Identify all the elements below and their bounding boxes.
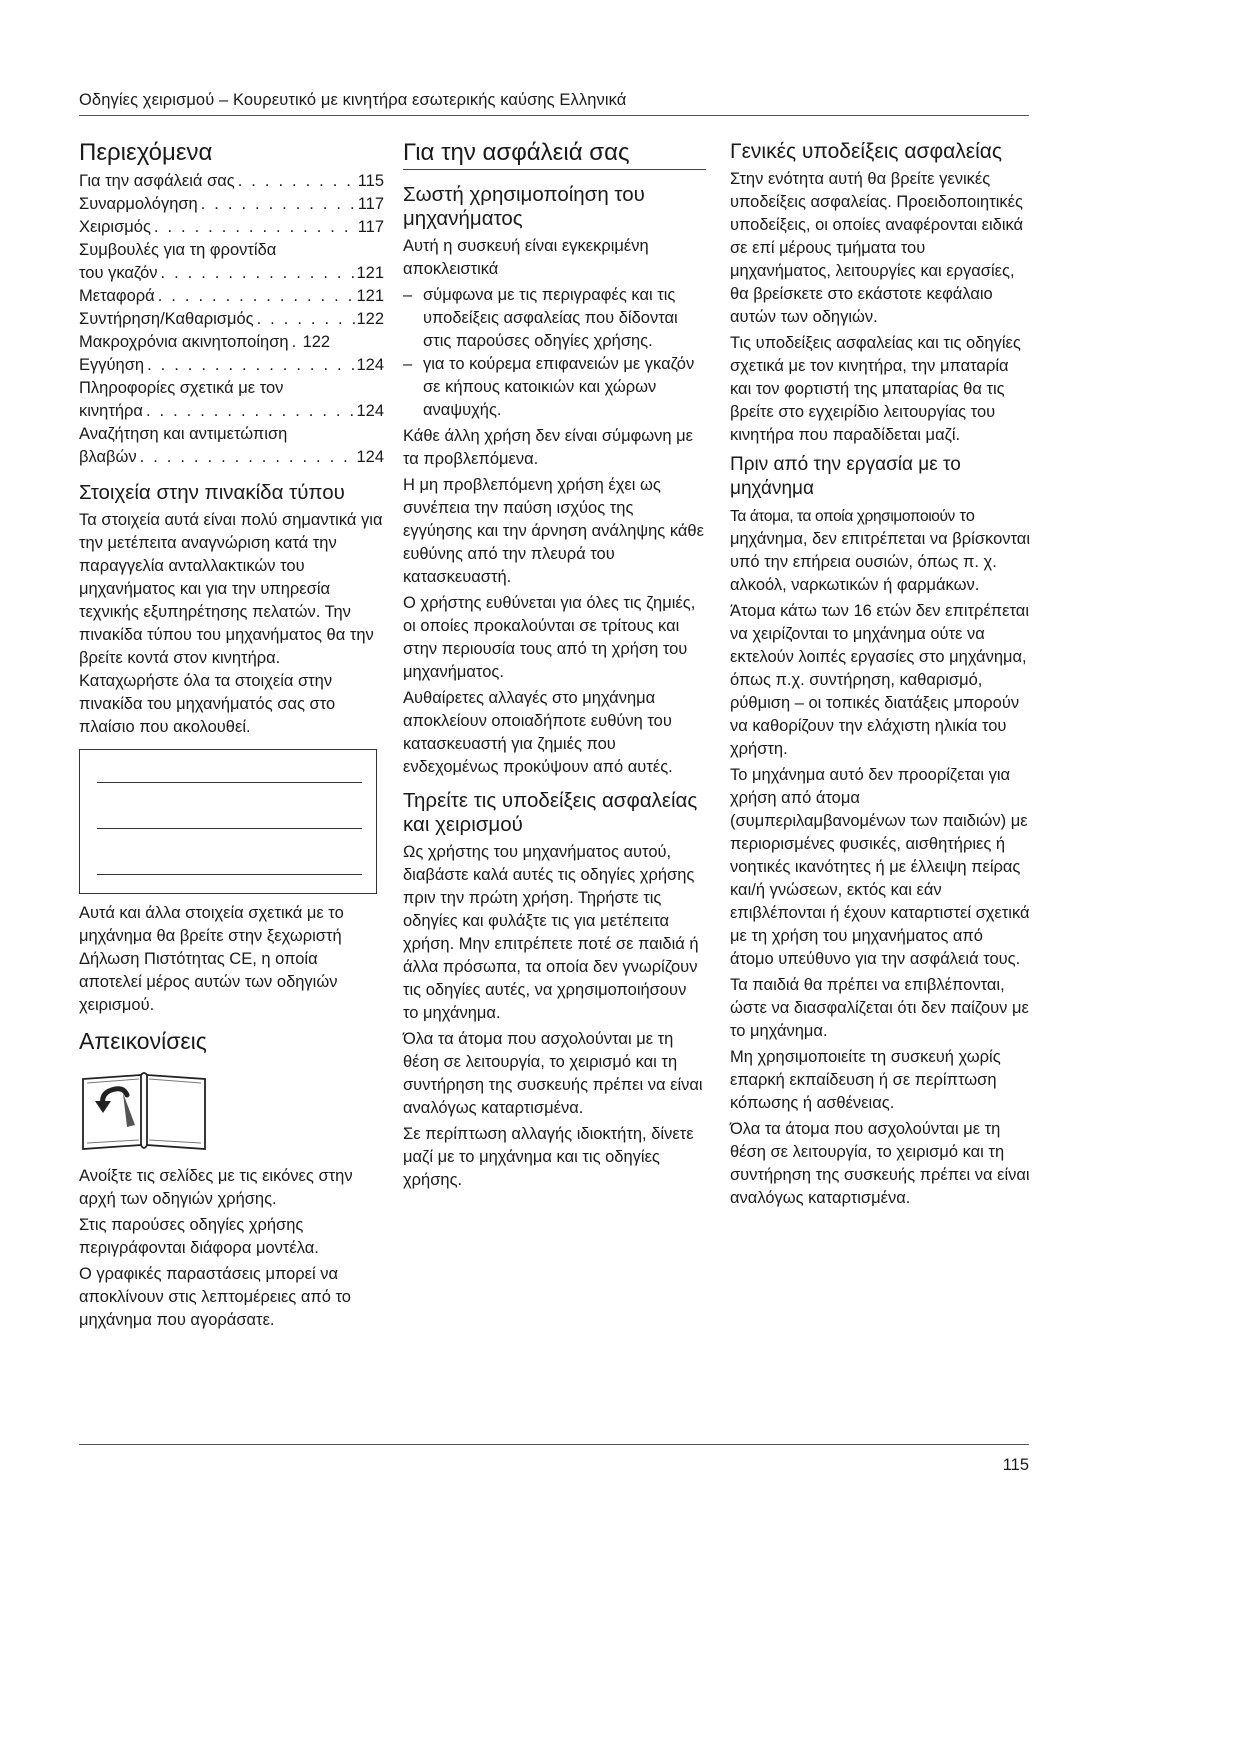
before-work-p1 bbox=[730, 505, 1030, 597]
toc-entry[interactable]: βλαβών . . . 124 bbox=[79, 446, 384, 469]
observe-p1: Ως χρήστης του μηχανήματος αυτού, διαβάστε καλά αυτές τις οδηγίες χρήσης πριν την πρώτη χρήση. Τηρήστε τις οδηγίες και φυλάξτε τις για μετέπειτα χρήση. Μην επιτρέπετε ποτέ σε παιδιά ή άλλα πρόσωπα, τα οποία δεν γνωρίζουν τις οδηγίες αυτές, να χρησιμοποιήσουν το μηχάνημα. bbox=[403, 843, 699, 1022]
before-work-p1b: το μηχάνημα, δεν επιτρέπεται να βρίσκονται υπό την επήρεια ουσιών, όπως π. χ. αλκοόλ, ναρκωτικών ή φαρμάκων. bbox=[730, 507, 1030, 594]
before-work-p5: Μη χρησιμοποιείτε τη συσκευή χωρίς επαρκή εκπαίδευση ή σε περίπτωση κόπωσης ή ασθένειας. bbox=[730, 1048, 1001, 1112]
column-3 bbox=[730, 140, 1030, 1213]
toc-entry-line1[interactable]: Αναζήτηση και αντιμετώπιση bbox=[79, 425, 288, 443]
toc-entry[interactable]: Μακροχρόνια ακινητοποίηση . . . 122 bbox=[79, 331, 384, 354]
list-item: – για το κούρεμα επιφανειών με γκαζόν σε κήπους κατοικιών και χώρων αναψυχής. bbox=[403, 355, 695, 419]
before-work-heading: Πριν από την εργασία με το μηχάνημα bbox=[730, 454, 961, 499]
proper-use-p3: Ο χρήστης ευθύνεται για όλες τις ζημιές, οι οποίες προκαλούνται σε τρίτους και στην περιουσία τους από τη χρήση του μηχανήματος. bbox=[403, 594, 696, 681]
general-p1: Στην ενότητα αυτή θα βρείτε γενικές υποδείξεις ασφαλείας. Προειδοποιητικές υποδείξεις, οι οποίες αναφέρονται ειδικά σε επί μέρους τμήματα του μηχανήματος, λειτουργίες και εργασίες, θα βρείσκετε στο εκάστοτε κεφάλαιο αυτών των οδηγιών. bbox=[730, 170, 1024, 326]
open-book-icon bbox=[79, 1065, 209, 1155]
observe-heading: Τηρείτε τις υποδείξεις ασφαλείας και χειρισμού bbox=[403, 789, 698, 836]
plate-line bbox=[97, 874, 362, 875]
plate-line bbox=[97, 782, 362, 783]
before-work-p4: Τα παιδιά θα πρέπει να επιβλέπονται, ώστε να διασφαλίζεται ότι δεν παίζουν με το μηχάνημα. bbox=[730, 976, 1029, 1040]
footer-rule bbox=[79, 1444, 1029, 1445]
type-plate-heading: Στοιχεία στην πινακίδα τύπου bbox=[79, 481, 345, 504]
proper-use-p1: Κάθε άλλη χρήση δεν είναι σύμφωνη με τα προβλεπόμενα. bbox=[403, 427, 694, 468]
illustrations-heading: Απεικονίσεις bbox=[79, 1028, 207, 1054]
toc-entry[interactable]: Εγγύηση . . . 124 bbox=[79, 354, 384, 377]
proper-use-p4: Αυθαίρετες αλλαγές στο μηχάνημα αποκλείουν οποιαδήποτε ευθύνη του κατασκευαστή για ζημιές που ενδεχομένως προκύψουν από αυτές. bbox=[403, 689, 673, 776]
proper-use-p2: Η μη προβλεπόμενη χρήση έχει ως συνέπεια την παύση ισχύος της εγγύησης και την άρνηση ανάληψης κάθε ευθύνης από την πλευρά του κατασκευαστή. bbox=[403, 476, 704, 586]
table-of-contents bbox=[79, 170, 384, 469]
toc-entry[interactable]: κινητήρα . . . 124 bbox=[79, 400, 384, 423]
toc-entry-line1[interactable]: Συμβουλές για τη φροντίδα bbox=[79, 241, 277, 259]
before-work-p1a: Τα άτομα, τα οποία χρησιμοποιούν bbox=[730, 508, 955, 525]
type-plate-box bbox=[79, 749, 377, 894]
toc-entry[interactable]: του γκαζόν . . . 121 bbox=[79, 262, 384, 285]
illustrations-p1: Ανοίξτε τις σελίδες με τις εικόνες στην αρχή των οδηγιών χρήσης. bbox=[79, 1167, 353, 1208]
general-heading: Γενικές υποδείξεις ασφαλείας bbox=[730, 140, 1003, 163]
type-plate-after: Αυτά και άλλα στοιχεία σχετικά με το μηχάνημα θα βρείτε στην ξεχωριστή Δήλωση Πιστότητας CE, η οποία αποτελεί μέρος αυτών των οδηγιών χειρισμού. bbox=[79, 904, 344, 1014]
toc-heading: Περιεχόμενα bbox=[79, 139, 213, 166]
toc-entry[interactable]: Για την ασφάλειά σας . . . 115 bbox=[79, 170, 384, 193]
toc-entry[interactable]: Μεταφορά . . . 121 bbox=[79, 285, 384, 308]
before-work-p6: Όλα τα άτομα που ασχολούνται με τη θέση σε λειτουργία, το χειρισμό και τη συντήρηση της συσκευής πρέπει να είναι αναλόγως καταρτισμένα. bbox=[730, 1120, 1030, 1207]
header-rule bbox=[79, 115, 1029, 116]
toc-entry[interactable]: Συναρμολόγηση . . . 117 bbox=[79, 193, 384, 216]
observe-p3: Σε περίπτωση αλλαγής ιδιοκτήτη, δίνετε μαζί με το μηχάνημα και τις οδηγίες χρήσης. bbox=[403, 1125, 694, 1189]
illustrations-p2: Στις παρούσες οδηγίες χρήσης περιγράφονται διάφορα μοντέλα. bbox=[79, 1216, 319, 1257]
toc-entry-line1[interactable]: Πληροφορίες σχετικά με τον bbox=[79, 379, 284, 397]
proper-use-intro: Αυτή η συσκευή είναι εγκεκριμένη αποκλειστικά bbox=[403, 237, 649, 278]
toc-entry[interactable]: Χειρισμός . . . 117 bbox=[79, 216, 384, 239]
column-1 bbox=[79, 140, 384, 1335]
plate-line bbox=[97, 828, 362, 829]
page-number: 115 bbox=[1002, 1456, 1029, 1474]
observe-p2: Όλα τα άτομα που ασχολούνται με τη θέση σε λειτουργία, το χειρισμό και τη συντήρηση της συσκευής πρέπει να είναι αναλόγως καταρτισμένα. bbox=[403, 1030, 703, 1117]
toc-entry[interactable]: Συντήρηση/Καθαρισμός . . . 122 bbox=[79, 308, 384, 331]
list-item: – σύμφωνα με τις περιγραφές και τις υποδείξεις ασφαλείας που δίδονται στις παρούσες οδηγίες χρήσης. bbox=[403, 286, 678, 350]
proper-use-heading: Σωστή χρησιμοποίηση του μηχανήματος bbox=[403, 183, 645, 230]
general-p2: Τις υποδείξεις ασφαλείας και τις οδηγίες σχετικά με τον κινητήρα, την μπαταρία και τον φορτιστή της μπαταρίας θα τις βρείτε στο εγχειρίδιο λειτουργίας του κινητήρα που παραδίδεται μαζί. bbox=[730, 334, 1021, 444]
type-plate-body: Τα στοιχεία αυτά είναι πολύ σημαντικά για την μετέπειτα αναγνώριση κατά την παραγγελία ανταλλακτικών του μηχανήματος και για την υπηρεσία τεχνικής εξυπηρέτησης πελατών. Την πινακίδα τύπου του μηχανήματος θα την βρείτε κοντά στον κινητήρα. Καταχωρήστε όλα τα στοιχεία στην πινακίδα του μηχανήματός σας στο πλαίσιο που ακολουθεί. bbox=[79, 511, 383, 736]
column-2 bbox=[403, 140, 706, 1195]
illustrations-p3: Ο γραφικές παραστάσεις μπορεί να αποκλίνουν στις λεπτομέρειες από το μηχάνημα που αγοράσατε. bbox=[79, 1265, 351, 1329]
safety-heading: Για την ασφάλειά σας bbox=[403, 140, 706, 170]
before-work-p3: Το μηχάνημα αυτό δεν προορίζεται για χρήση από άτομα (συμπεριλαμβανομένων των παιδιών) με περιορισμένες φυσικές, αισθητήριες ή νοητικές ικανότητες ή με έλλειψη πείρας και/ή γνώσεων, εκτός και εάν επιβλέπονται ή έχουν καταρτιστεί σχετικά με τη χρήση του μηχανήματος από άτομο υπεύθυνο για την ασφάλειά τους. bbox=[730, 766, 1030, 968]
before-work-p2: Άτομα κάτω των 16 ετών δεν επιτρέπεται να χειρίζονται το μηχάνημα ούτε να εκτελούν λοιπές εργασίες στο μηχάνημα, όπως π.χ. συντήρηση, καθαρισμό, ρύθμιση – οι τοπικές διατάξεις μπορούν να καθορίζουν την ελάχιστη ηλικία του χρήστη. bbox=[730, 602, 1030, 758]
page-header: Οδηγίες χειρισμού – Κουρευτικό με κινητήρα εσωτερικής καύσης Ελληνικά bbox=[79, 91, 627, 109]
